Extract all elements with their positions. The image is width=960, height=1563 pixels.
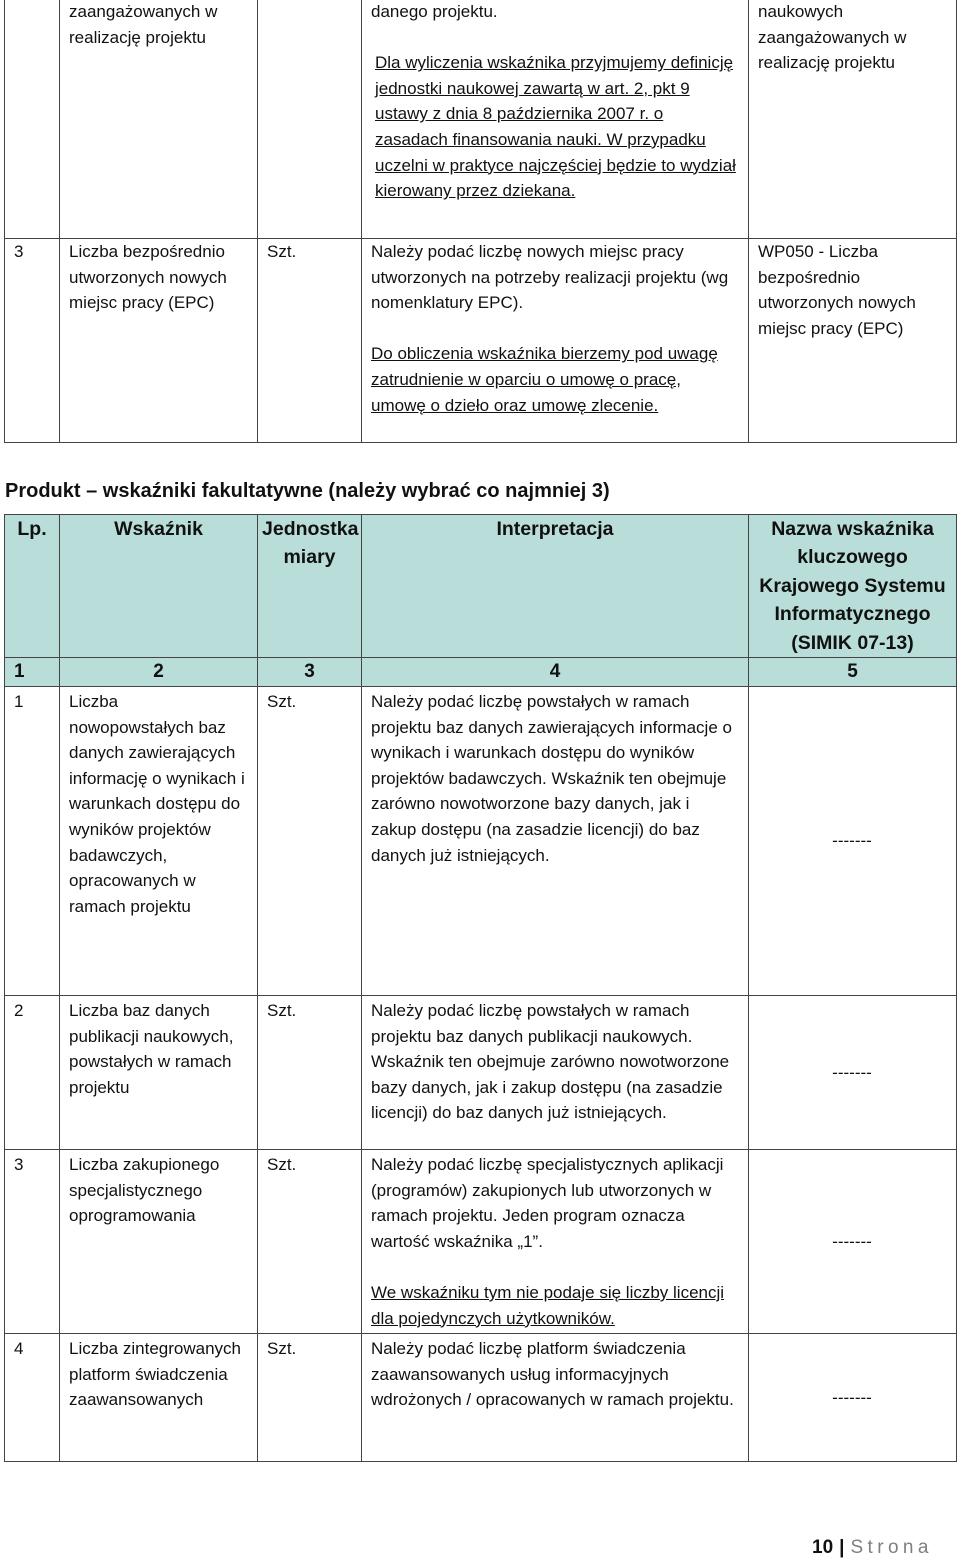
interpretation-cell [362, 0, 749, 239]
column-number: 5 [749, 658, 957, 687]
table-row [5, 0, 957, 239]
interpretation-cell: Należy podać liczbę powstałych w ramach projektu baz danych publikacji naukowych. Wskaźnik ten obejmuje zarówno nowotworzone bazy danych, jak i zakup dostępu (na zasadzie licencji) do baz danych już istniejących. [362, 996, 749, 1150]
interpretation-cell [362, 1150, 749, 1334]
indicator-cell: Liczba zakupionego specjalistycznego oprogramowania [60, 1150, 258, 1334]
indicator-cell: Liczba zintegrowanych platform świadczenia zaawansowanych [60, 1334, 258, 1462]
header-lp: Lp. [5, 515, 60, 658]
lp-cell: 3 [5, 239, 60, 443]
simik-cell: ------- [749, 1334, 957, 1462]
table-row [5, 996, 957, 1150]
interpretation-note: Do obliczenia wskaźnika bierzemy pod uwagę zatrudnienie w oparciu o umowę o pracę, umowę o dzieło oraz umowę zlecenie. [371, 344, 718, 415]
simik-cell: WP050 - Liczba bezpośrednio utworzonych nowych miejsc pracy (EPC) [749, 239, 957, 443]
interpretation-note: Dla wyliczenia wskaźnika przyjmujemy definicję jednostki naukowej zawartą w art. 2, pkt 9 ustawy z dnia 8 października 2007 r. o zasadach finansowania nauki. W przypadku uczelni w praktyce najczęściej będzie to wydział kierowany przez dziekana. [375, 53, 736, 201]
simik-cell: ------- [749, 687, 957, 996]
column-number: 1 [5, 658, 60, 687]
optional-indicator-table [4, 514, 957, 1462]
header-unit: Jednostka miary [258, 515, 362, 658]
column-number: 2 [60, 658, 258, 687]
unit-cell: Szt. [258, 1150, 362, 1334]
interpretation-cell: Należy podać liczbę powstałych w ramach projektu baz danych zawierających informacje o wynikach i warunkach dostępu do wyników projektów badawczych. Wskaźnik ten obejmuje zarówno nowotworzone bazy danych, jak i zakup dostępu (na zasadzie licencji) do baz danych już istniejących. [362, 687, 749, 996]
interpretation-note: We wskaźniku tym nie podaje się liczby licencji dla pojedynczych użytkowników. [371, 1283, 725, 1328]
lp-cell: 2 [5, 996, 60, 1150]
page-word: Strona [850, 1537, 933, 1558]
simik-cell: naukowych zaangażowanych w realizację projektu [749, 0, 957, 239]
top-indicator-table [4, 0, 957, 443]
indicator-cell: Liczba baz danych publikacji naukowych, powstałych w ramach projektu [60, 996, 258, 1150]
header-indicator: Wskaźnik [60, 515, 258, 658]
simik-cell: ------- [749, 996, 957, 1150]
spacer [371, 316, 738, 342]
column-number: 4 [362, 658, 749, 687]
interpretation-text: Należy podać liczbę nowych miejsc pracy utworzonych na potrzeby realizacji projektu (wg nomenklatury EPC). [371, 242, 729, 313]
section-heading: Produkt – wskaźniki fakultatywne (należy wybrać co najmniej 3) [5, 480, 610, 502]
table-row [5, 239, 957, 443]
simik-cell: ------- [749, 1150, 957, 1334]
page-footer [812, 1534, 933, 1562]
page-number: 10 [812, 1537, 834, 1558]
lp-cell: 4 [5, 1334, 60, 1462]
lp-cell: 1 [5, 687, 60, 996]
interpretation-cell [362, 239, 749, 443]
unit-cell: Szt. [258, 996, 362, 1150]
table-row [5, 1334, 957, 1462]
unit-cell: Szt. [258, 687, 362, 996]
column-number: 3 [258, 658, 362, 687]
interpretation-text: danego projektu. [371, 2, 498, 21]
indicator-cell: zaangażowanych w realizację projektu [60, 0, 258, 239]
footer-separator: | [839, 1537, 845, 1558]
lp-cell [5, 0, 60, 239]
table-row [5, 687, 957, 996]
indicator-cell: Liczba nowopowstałych baz danych zawierających informację o wynikach i warunkach dostępu do wyników projektów badawczych, opracowanych w ramach projektu [60, 687, 258, 996]
unit-cell [258, 0, 362, 239]
interpretation-text: Należy podać liczbę specjalistycznych aplikacji (programów) zakupionych lub utworzonych w ramach projektu. Jeden program oznacza wartość wskaźnika „1”. [371, 1155, 724, 1251]
spacer [371, 1254, 738, 1280]
column-number-row [5, 658, 957, 687]
indicator-cell: Liczba bezpośrednio utworzonych nowych miejsc pracy (EPC) [60, 239, 258, 443]
header-interpretation: Interpretacja [362, 515, 749, 658]
table-row [5, 1150, 957, 1334]
unit-cell: Szt. [258, 239, 362, 443]
unit-cell: Szt. [258, 1334, 362, 1462]
spacer [371, 25, 738, 51]
interpretation-cell: Należy podać liczbę platform świadczenia zaawansowanych usług informacyjnych wdrożonych / opracowanych w ramach projektu. [362, 1334, 749, 1462]
header-simik: Nazwa wskaźnika kluczowego Krajowego Systemu Informatycznego (SIMIK 07-13) [749, 515, 957, 658]
lp-cell: 3 [5, 1150, 60, 1334]
header-row [5, 515, 957, 658]
